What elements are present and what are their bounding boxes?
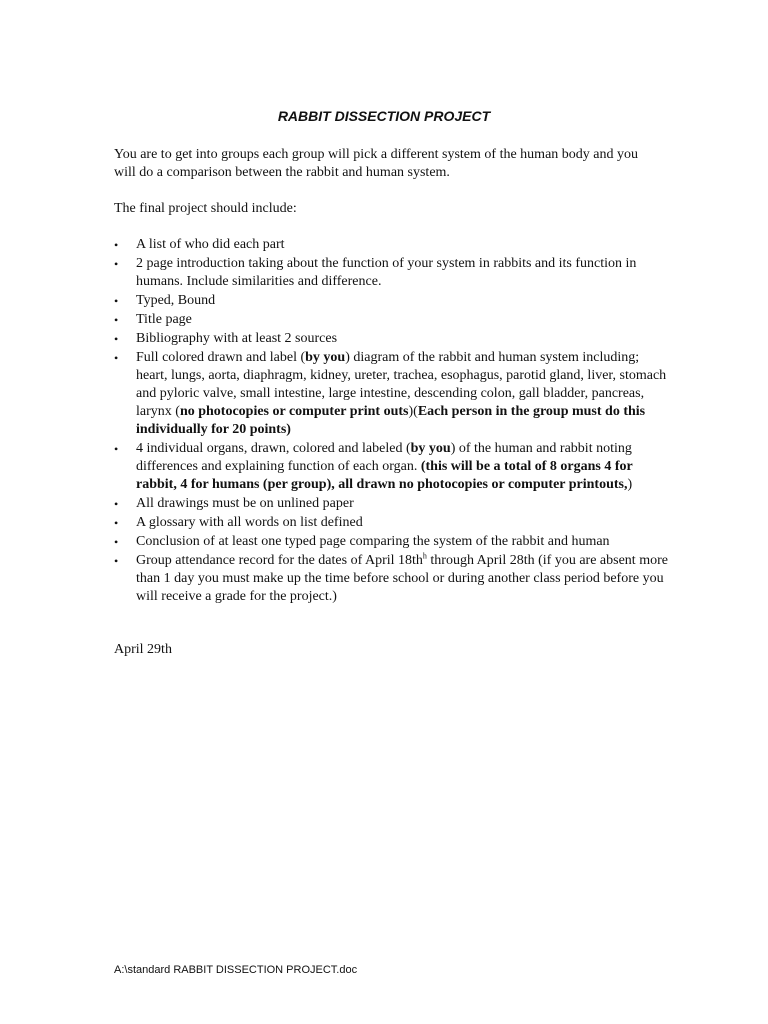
bullet: • [114,442,119,456]
list-item [114,311,674,329]
item-text: Full colored drawn and label ( [136,350,306,365]
list-item [114,349,674,439]
list-item [114,533,674,551]
list-item [114,292,674,310]
item-bold-text: Each person in the group must do this individually for 20 points) [136,404,646,437]
item-text: All drawings must be on unlined paper [136,496,354,511]
include-label: The final project should include: [114,201,297,216]
requirements-list [114,236,674,607]
bullet: • [114,332,119,346]
item-text: 2 page introduction taking about the function of your system in rabbits and its function in humans. Include similarities and difference. [136,256,637,289]
item-text: A list of who did each part [136,237,285,252]
due-date: April 29th [114,642,172,657]
bullet: • [114,351,119,365]
item-text: ) of the human and rabbit noting differences and explaining function of each organ. [136,441,632,474]
bullet: • [114,257,119,271]
bullet: • [114,313,119,327]
bullet: • [114,294,119,308]
footer-file-path: A:\standard RABBIT DISSECTION PROJECT.doc [114,964,358,976]
item-text: ) [627,477,633,492]
list-item [114,495,674,513]
item-text: ) diagram of the rabbit and human system including; heart, lungs, aorta, diaphragm, kidney, ureter, trachea, esophagus, parotid gland, liver, stomach and pyloric valve, small intestine, large intestine, descending colon, gall bladder, pancreas, larynx ( [136,350,667,419]
item-text: )( [408,404,418,419]
list-item [114,236,674,254]
item-text: A glossary with all words on list defined [136,515,363,530]
item-text: Conclusion of at least one typed page comparing the system of the rabbit and human [136,534,610,549]
bullet: • [114,554,119,568]
item-text: through April 28th (if you are absent more than 1 day you must make up the time before school or during another class period before you will receive a grade for the project.) [136,553,668,604]
item-bold-text: (this will be a total of 8 organs 4 for rabbit, 4 for humans (per group), all drawn no photocopies or computer printouts, [136,459,633,492]
superscript: h [422,551,427,561]
list-item [114,440,674,494]
item-bold-text: by you [305,350,346,365]
bullet: • [114,516,119,530]
bullet: • [114,497,119,511]
item-bold-text: no photocopies or computer print outs [179,404,409,419]
item-text: 4 individual organs, drawn, colored and labeled ( [136,441,411,456]
list-item [114,255,674,291]
item-text: Title page [136,312,192,327]
item-text: Bibliography with at least 2 sources [136,331,338,346]
bullet: • [114,535,119,549]
list-item [114,330,674,348]
item-bold-text: by you [410,441,451,456]
item-text: Group attendance record for the dates of April 18th [136,553,423,568]
list-item [114,552,674,606]
item-text: Typed, Bound [136,293,216,308]
document-title: RABBIT DISSECTION PROJECT [277,108,491,124]
bullet: • [114,238,119,252]
intro-paragraph: You are to get into groups each group will pick a different system of the human body and you will do a comparison between the rabbit and human system. [114,147,638,180]
list-item [114,514,674,532]
